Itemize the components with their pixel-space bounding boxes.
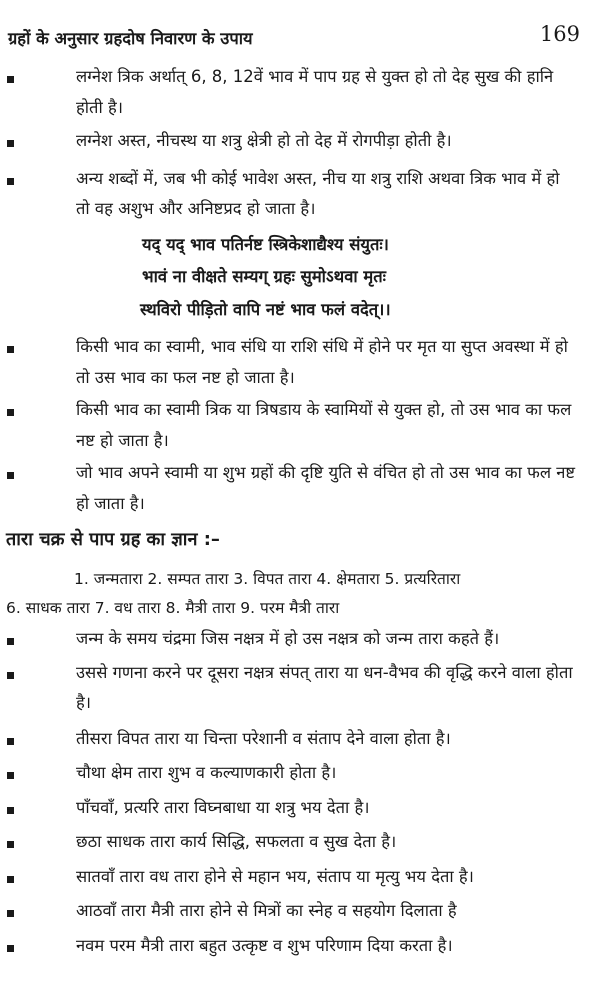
list-item bbox=[0, 164, 600, 225]
list-item bbox=[0, 724, 600, 755]
list-item-text: नवम परम मैत्री तारा बहुत उत्‍कृष्ट व शुभ परिणाम दिया करता है। bbox=[76, 935, 453, 955]
list-item bbox=[0, 458, 600, 519]
bullet-list-middle bbox=[0, 332, 600, 519]
list-item-text: तीसरा विपत तारा या चिन्ता परेशानी व संताप देने वाला होता है। bbox=[76, 728, 451, 748]
sloka-line: स्थविरो पीड़ितो वापि नष्टं भाव फलं वदेत्।। bbox=[140, 300, 391, 319]
list-item-text: छठा साधक तारा कार्य सिद्धि, सफलता व सुख देता है। bbox=[76, 832, 397, 851]
square-bullet-icon bbox=[7, 178, 14, 185]
square-bullet-icon bbox=[7, 876, 14, 883]
list-item-text: आठवाँ तारा मैत्री तारा होने से मित्रों का स्नेह व सहयोग दिलाता है bbox=[76, 901, 457, 920]
running-head: ग्रहों के अनुसार ग्रहदोष निवारण के उपाय bbox=[8, 29, 253, 48]
bullet-list-top bbox=[0, 62, 600, 225]
list-item-text: उससे गणना करने पर दूसरा नक्षत्र संपत् तारा या धन-वैभव की वृद्धि करने वाला होता है। bbox=[76, 662, 573, 712]
list-item-text: पाँचवाँ, प्रत्यरि तारा विघ्नबाधा या शत्रु भय देता है। bbox=[76, 797, 370, 817]
star-list-line: 1. जन्मतारा 2. सम्पत तारा 3. विपत तारा 4. क्षेमतारा 5. प्रत्यरितारा bbox=[74, 570, 461, 588]
page-number: 169 bbox=[539, 22, 580, 46]
square-bullet-icon bbox=[7, 910, 14, 917]
square-bullet-icon bbox=[7, 76, 14, 83]
list-item-text: सातवाँ तारा वध तारा होने से महान भय, संताप या मृत्यु भय देता है। bbox=[76, 866, 474, 886]
square-bullet-icon bbox=[7, 472, 14, 479]
list-item bbox=[0, 624, 600, 655]
list-item-text: जो भाव अपने स्वामी या शुभ ग्रहों की दृष्टि युति से वंचित हो तो उस भाव का फल नष्ट हो जाता है। bbox=[76, 463, 576, 513]
square-bullet-icon bbox=[7, 841, 14, 848]
list-item bbox=[0, 896, 600, 927]
square-bullet-icon bbox=[7, 409, 14, 416]
list-item-text: लग्नेश अस्त, नीचस्थ या शत्रु क्षेत्री हो तो देह में रोगपीड़ा होती है। bbox=[76, 131, 452, 150]
list-item bbox=[0, 62, 600, 123]
sloka-line: यद् यद् भाव पतिर्नष्ट स्त्रिकेशाद्यैश्य संयुतः। bbox=[142, 235, 389, 254]
list-item bbox=[0, 862, 600, 893]
square-bullet-icon bbox=[7, 346, 14, 353]
square-bullet-icon bbox=[7, 807, 14, 814]
star-list-line: 6. साधक तारा 7. वध तारा 8. मैत्री तारा 9. परम मैत्री तारा bbox=[6, 599, 340, 617]
square-bullet-icon bbox=[7, 945, 14, 952]
list-item-text: किसी भाव का स्वामी, भाव संधि या राशि संधि में होने पर मृत या सुप्त अवस्था में हो तो उस भाव का फल नष्ट हो जाता है। bbox=[76, 337, 568, 387]
square-bullet-icon bbox=[7, 140, 14, 147]
list-item bbox=[0, 758, 600, 789]
sloka-line: भावं ना वीक्षते सम्यग् ग्रहः सुमोऽथवा मृतः bbox=[142, 267, 386, 286]
section-heading: तारा चक्र से पाप ग्रह का ज्ञान :– bbox=[6, 529, 220, 550]
list-item bbox=[0, 793, 600, 824]
square-bullet-icon bbox=[7, 638, 14, 645]
square-bullet-icon bbox=[7, 772, 14, 779]
list-item bbox=[0, 658, 600, 719]
page-header bbox=[8, 22, 580, 52]
list-item-text: चौथा क्षेम तारा शुभ व कल्याणकारी होता है। bbox=[76, 763, 337, 782]
list-item bbox=[0, 931, 600, 962]
square-bullet-icon bbox=[7, 672, 14, 679]
list-item bbox=[0, 827, 600, 858]
bullet-list-bottom bbox=[0, 624, 600, 961]
square-bullet-icon bbox=[7, 738, 14, 745]
list-item-text: लग्नेश त्रिक अर्थात् 6, 8, 12वें भाव में पाप ग्रह से युक्त हो तो देह सुख की हानि होती है। bbox=[76, 67, 554, 117]
list-item-text: जन्म के समय चंद्रमा जिस नक्षत्र में हो उस नक्षत्र को जन्म तारा कहते हैं। bbox=[76, 629, 500, 648]
list-item bbox=[0, 395, 600, 456]
list-item-text: अन्य शब्दों में, जब भी कोई भावेश अस्त, नीच या शत्रु राशि अथवा त्रिक भाव में हो तो वह अशुभ और अनिष्टप्रद हो जाता है। bbox=[76, 168, 560, 218]
list-item bbox=[0, 126, 600, 157]
list-item bbox=[0, 332, 600, 393]
list-item-text: किसी भाव का स्वामी त्रिक या त्रिषडाय के स्वामियों से युक्त हो, तो उस भाव का फल नष्ट हो जाता है। bbox=[76, 400, 572, 450]
